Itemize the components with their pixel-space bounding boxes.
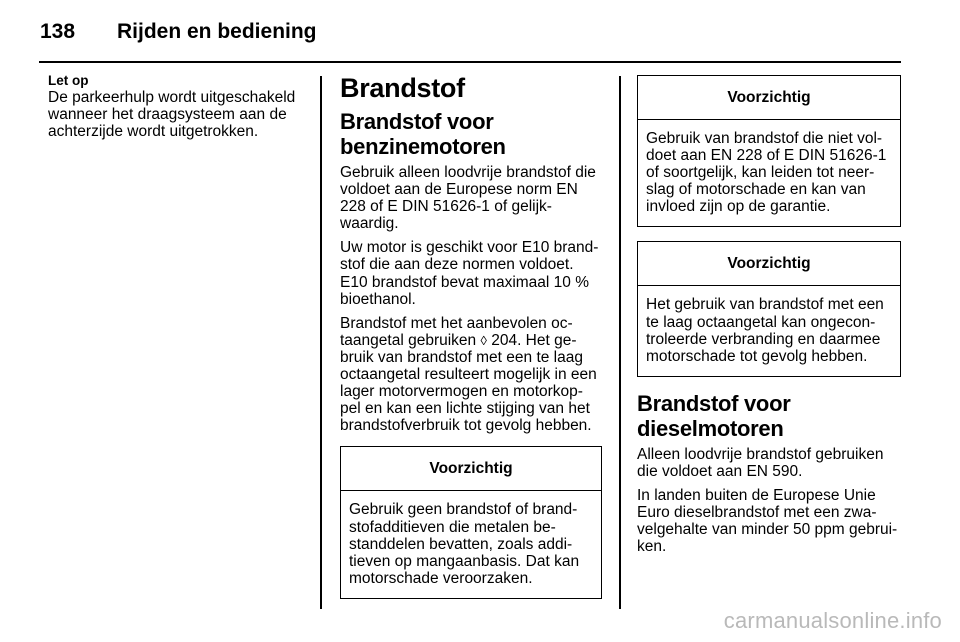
middle-column bbox=[340, 73, 602, 613]
diesel-paragraph-1: Alleen loodvrije brandstof gebruiken die voldoet aan EN 590. bbox=[637, 445, 884, 480]
page-title: Rijden en bediening bbox=[117, 20, 317, 43]
subheading-petrol: Brandstof voor benzinemotoren bbox=[340, 109, 506, 159]
page-reference-arrow-icon: ◊ bbox=[480, 332, 487, 348]
header-divider bbox=[39, 61, 901, 63]
caution-text: Gebruik van brandstof die niet vol-doet aan EN 228 of E DIN 51626-1 of soortgelijk, kan leiden tot neer-slag of motorschade en kan van invloed zijn op de garantie. bbox=[646, 130, 887, 216]
caution-box bbox=[637, 241, 901, 376]
note-text: De parkeerhulp wordt uitgeschakeld wanneer het draagsysteem aan de achterzijde wordt uitgetrokken. bbox=[48, 89, 296, 140]
column-divider-right bbox=[619, 76, 621, 609]
caution-title: Voorzichtig bbox=[341, 447, 601, 491]
column-divider-left bbox=[320, 76, 322, 609]
caution-text: Gebruik geen brandstof of brand-stofadditieven die metalen be-standdelen bevatten, zoals addi-tieven op mangaanbasis. Dat kan motorschade veroorzaken. bbox=[349, 501, 580, 587]
paragraph-text: Brandstof met het aanbevolen oc-taangetal gebruiken bbox=[340, 314, 573, 349]
note-title: Let op bbox=[48, 73, 89, 88]
right-column bbox=[637, 73, 901, 562]
diesel-paragraph-2: In landen buiten de Europese Unie Euro dieselbrandstof met een zwa-velgehalte van minder 50 ppm gebrui-ken. bbox=[637, 487, 898, 556]
page-number: 138 bbox=[40, 20, 76, 43]
page-header bbox=[0, 0, 960, 62]
caution-title: Voorzichtig bbox=[638, 76, 900, 120]
left-column bbox=[48, 73, 310, 140]
subheading-diesel: Brandstof voor dieselmotoren bbox=[637, 390, 791, 441]
watermark: carmanualsonline.info bbox=[723, 608, 942, 633]
petrol-paragraph-3 bbox=[340, 315, 602, 435]
petrol-paragraph-1: Gebruik alleen loodvrije brandstof die voldoet aan de Europese norm EN 228 of E DIN 51626-1 of gelijk-waardig. bbox=[340, 164, 596, 233]
caution-box bbox=[340, 446, 602, 598]
caution-box bbox=[637, 75, 901, 227]
caution-title: Voorzichtig bbox=[638, 242, 900, 286]
section-heading-fuel: Brandstof bbox=[340, 73, 465, 103]
paragraph-text: 204. Het ge-bruik van brandstof met een te laag octaangetal resulteert mogelijk in een lager motorvermogen en motorkop-pel en kan een lichte stijging van het brandstofverbruik tot gevolg hebben. bbox=[340, 331, 597, 435]
caution-text: Het gebruik van brandstof met een te laag octaangetal kan ongecon-troleerde verbranding en daarmee motorschade tot gevolg hebben. bbox=[646, 296, 884, 365]
petrol-paragraph-2: Uw motor is geschikt voor E10 brand-stof die aan deze normen voldoet. E10 brandstof bevat maximaal 10 % bioethanol. bbox=[340, 239, 599, 308]
